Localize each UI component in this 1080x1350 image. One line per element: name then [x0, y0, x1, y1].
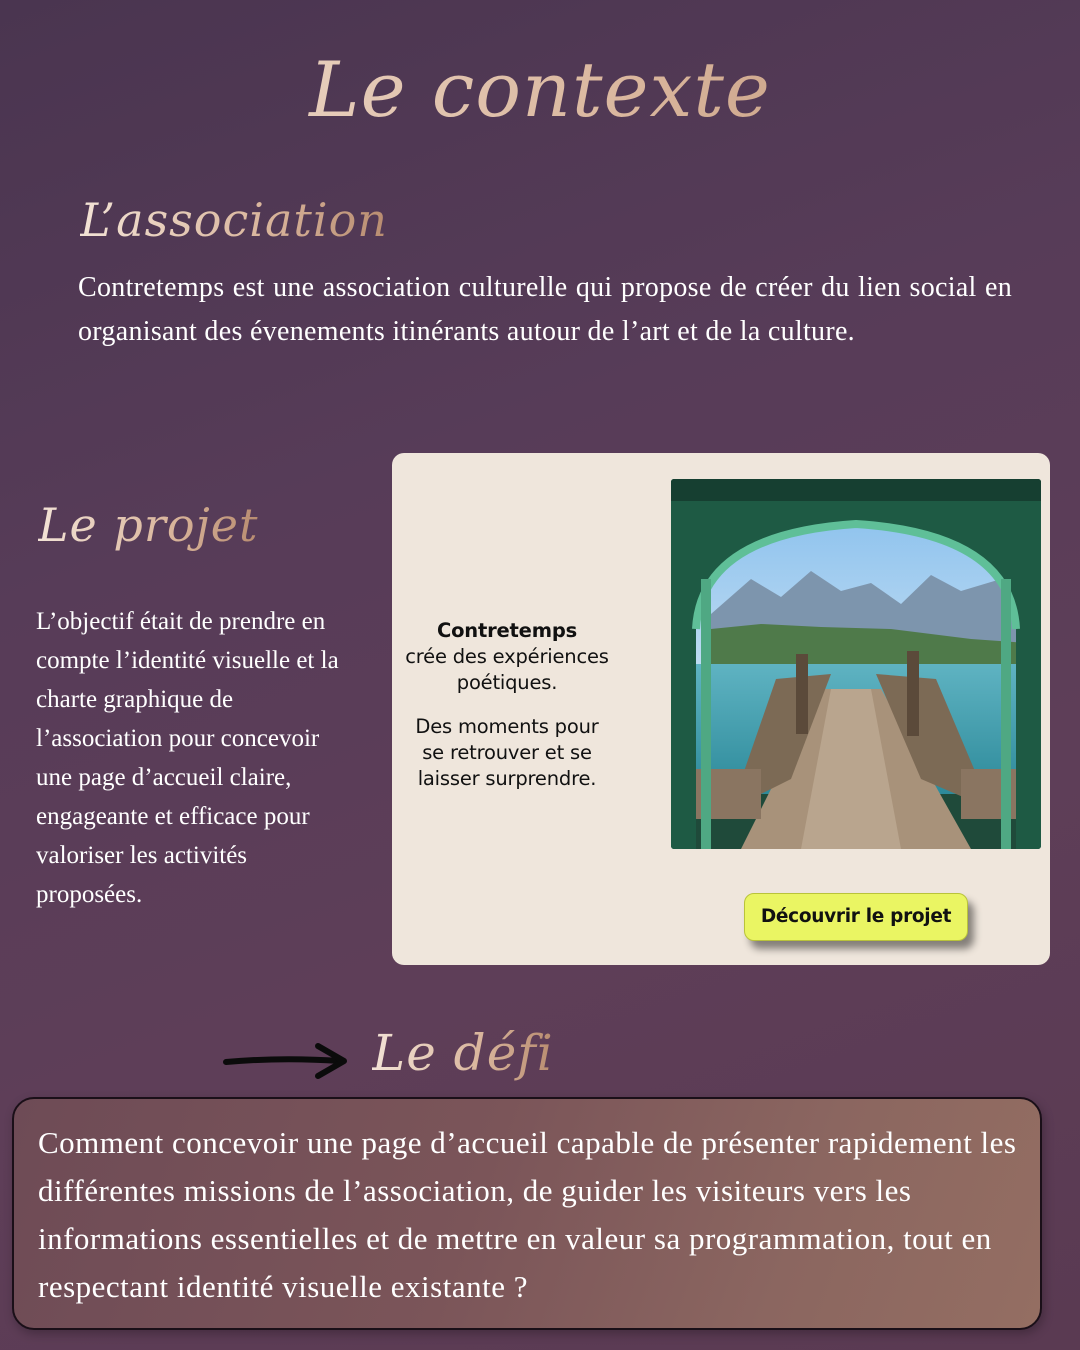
arrow-right-icon	[222, 1040, 352, 1084]
card-tagline-line2: Des moments pour se retrouver et se laisser surprendre.	[415, 715, 599, 790]
card-tagline-line1: crée des expériences poétiques.	[405, 645, 609, 694]
association-heading: L’association	[80, 188, 388, 252]
lake-pier-photo	[671, 479, 1041, 849]
page-title: Le contexte	[0, 40, 1080, 140]
projet-heading: Le projet	[38, 490, 259, 560]
homepage-preview-card	[392, 453, 1050, 965]
defi-box	[12, 1097, 1042, 1330]
card-tagline	[402, 618, 612, 792]
card-brand: Contretemps	[437, 619, 577, 642]
discover-project-button[interactable]: Découvrir le projet	[744, 893, 968, 941]
defi-heading: Le défi	[372, 1018, 554, 1088]
projet-text: L’objectif était de prendre en compte l’identité visuelle et la charte graphique de l’association pour concevoir une page d’accueil claire, engageante et efficace pour valoriser les activités proposées.	[36, 608, 339, 908]
association-text: Contretemps est une association culturelle qui propose de créer du lien social en organisant des évenements itinérants autour de l’art et de la culture.	[78, 272, 1012, 347]
defi-text: Comment concevoir une page d’accueil capable de présenter rapidement les différentes missions de l’association, de guider les visiteurs vers les informations essentielles et de mettre en valeur sa programmation, tout en respectant identité visuelle existante ?	[38, 1125, 1017, 1304]
